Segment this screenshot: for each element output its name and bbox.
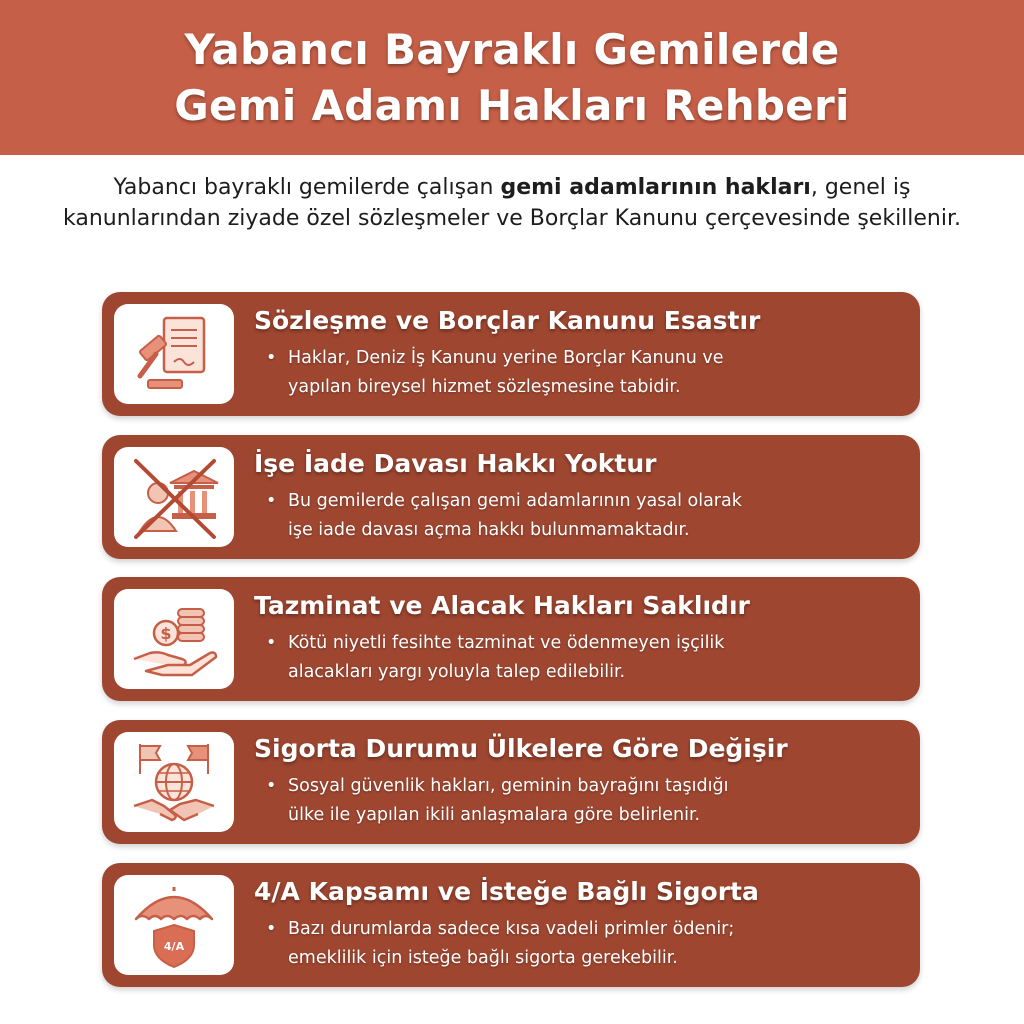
icon-box [114, 447, 234, 547]
bullet-icon: • [266, 919, 277, 939]
card-text-2: yapılan bireysel hizmet sözleşmesine tabidir. [288, 377, 681, 397]
crossed-courthouse-icon [126, 449, 222, 545]
svg-text:$: $ [160, 624, 172, 643]
card-insurance-by-country [102, 720, 920, 844]
card-title: Sigorta Durumu Ülkelere Göre Değişir [254, 734, 788, 763]
page-title-line-2: Gemi Adamı Hakları Rehberi [174, 80, 850, 130]
card-line-1 [262, 772, 912, 801]
icon-box [114, 304, 234, 404]
bullet-icon: • [266, 491, 277, 511]
card-title: Tazminat ve Alacak Hakları Saklıdır [254, 591, 750, 620]
card-text-1: Kötü niyetli fesihte tazminat ve ödenmeyen işçilik [288, 633, 725, 653]
card-body [262, 629, 912, 687]
umbrella-shield-icon [126, 877, 222, 973]
icon-box [114, 589, 234, 689]
card-body [262, 772, 912, 830]
card-title: 4/A Kapsamı ve İsteğe Bağlı Sigorta [254, 877, 759, 906]
card-text-2: işe iade davası açma hakkı bulunmamaktadır. [288, 520, 690, 540]
page-title-line-1: Yabancı Bayraklı Gemilerde [184, 24, 840, 74]
bullet-icon: • [266, 633, 277, 653]
card-text-1: Bazı durumlarda sadece kısa vadeli primler ödenir; [288, 919, 735, 939]
icon-box [114, 875, 234, 975]
card-compensation [102, 577, 920, 701]
card-text-1: Bu gemilerde çalışan gemi adamlarının yasal olarak [288, 491, 742, 511]
intro-bold-text: gemi adamlarının hakları [500, 175, 811, 200]
bullet-icon: • [266, 776, 277, 796]
card-text-2: ülke ile yapılan ikili anlaşmalara göre belirlenir. [288, 805, 701, 825]
card-voluntary-insurance [102, 863, 920, 987]
intro-paragraph [40, 172, 984, 234]
intro-text-2: , genel iş kanunlarından ziyade özel sözleşmeler ve Borçlar Kanunu çerçevesinde şekillenir. [62, 175, 962, 231]
card-line-1 [262, 629, 912, 658]
card-title: Sözleşme ve Borçlar Kanunu Esastır [254, 306, 761, 335]
bullet-icon: • [266, 348, 277, 368]
card-body [262, 344, 912, 402]
card-line-1 [262, 915, 912, 944]
card-text-2: alacakları yargı yoluyla talep edilebilir. [288, 662, 626, 682]
card-text-1: Haklar, Deniz İş Kanunu yerine Borçlar Kanunu ve [288, 348, 724, 368]
card-line-1 [262, 487, 912, 516]
card-body [262, 915, 912, 973]
icon-box [114, 732, 234, 832]
hand-coins-icon [126, 591, 222, 687]
card-text-1: Sosyal güvenlik hakları, geminin bayrağını taşıdığı [288, 776, 729, 796]
header-banner [0, 0, 1024, 155]
card-contract [102, 292, 920, 416]
gavel-contract-icon [126, 306, 222, 402]
intro-text-1: Yabancı bayraklı gemilerde çalışan [113, 175, 501, 200]
card-title: İşe İade Davası Hakkı Yoktur [254, 449, 657, 478]
card-reinstatement [102, 435, 920, 559]
card-text-2: emeklilik için isteğe bağlı sigorta gerekebilir. [288, 948, 678, 968]
card-body [262, 487, 912, 545]
card-line-1 [262, 344, 912, 373]
globe-handshake-icon [126, 734, 222, 830]
shield-label: 4/A [163, 940, 185, 953]
